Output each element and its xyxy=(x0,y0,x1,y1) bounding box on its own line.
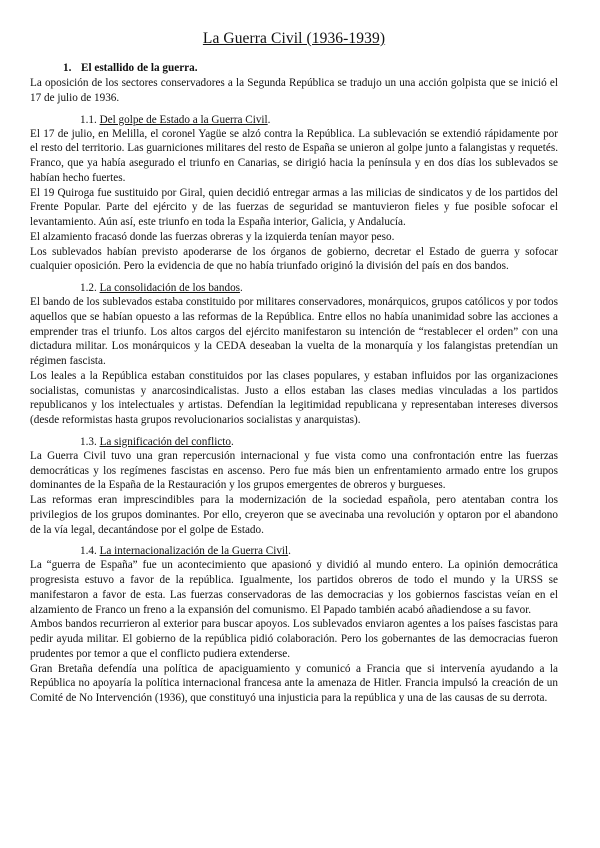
paragraph: Las reformas eran imprescindibles para la modernización de la sociedad española, pero atentaban contra los privilegios de los grupos dominantes. Por ello, creyeron que se avecinaba una revolución y optaron por el abandono de la vía legal, decantándose por el golpe de Estado. xyxy=(30,494,558,536)
subsection-title: Del golpe de Estado a la Guerra Civil xyxy=(99,113,268,126)
paragraph: La Guerra Civil tuvo una gran repercusión internacional y fue vista como una confrontación entre las fuerzas democráticas y los regímenes fascistas en ascenso. Pero fue más bien un enfrentamiento armado entre los grupos dominantes de la España de la Restauración y los grupos emergentes de obreros y burgueses. xyxy=(30,449,558,492)
section-heading xyxy=(63,62,558,74)
section-intro-paragraph: La oposición de los sectores conservadores a la Segunda República se tradujo un una acción golpista que se inició el 17 de julio de 1936. xyxy=(30,77,558,104)
paragraph: El 17 de julio, en Melilla, el coronel Yagüe se alzó contra la República. La sublevación se extendió rápidamente por el resto del territorio. Las guarniciones militares del resto de España se unieron al golpe junto a falangistas y requetés. Franco, que ya había asegurado el triunfo en Canarias, se dirigió hacia la península y en dos días los sublevados se habían hecho fuertes. xyxy=(30,127,558,184)
section-heading-text: El estallido de la guerra. xyxy=(81,62,198,74)
paragraph: La “guerra de España” fue un acontecimiento que apasionó y dividió al mundo entero. La opinión democrática progresista estuvo a favor de la república. Igualmente, los partidos obreros de todo el mundo y la URSS se manifestaron a favor de esta. Las fuerzas conservadoras de las democracias y los gobiernos fascistas veían en el alzamiento de Franco un freno a la expansión del comunismo. El Papado también acabó añadiendose a su favor. xyxy=(30,559,558,616)
paragraph: Los sublevados habían previsto apoderarse de los órganos de gobierno, decretar el Estado de guerra y sofocar cualquier oposición. Pero la evidencia de que no había triunfado originó la división del país en dos bandos. xyxy=(30,245,558,273)
subsection-title: La consolidación de los bandos xyxy=(99,282,241,294)
section-number: 1. xyxy=(63,62,72,74)
subsection-number: 1.4. xyxy=(80,545,97,558)
subsection-title: La internacionalización de la Guerra Civil xyxy=(99,545,289,558)
subsection-number: 1.1. xyxy=(80,113,97,126)
subsection-heading-1-4: 1.4. La internacionalización de la Guerra Civil. xyxy=(80,545,291,558)
subsection-heading-1-3: 1.3. La significación del conflicto. xyxy=(80,435,234,448)
subsection-number: 1.2. xyxy=(80,282,97,294)
paragraph: El bando de los sublevados estaba constituido por militares conservadores, monárquicos, grupos católicos y por todos aquellos que se habían opuesto a las reformas de la República. Entre ellos no había unanimidad sobre las acciones a emprender tras el triunfo. Los altos cargos del ejército manifestaron su intención de “restablecer el orden” con una dictadura militar. Los monárquicos y la CEDA deseaban la vuelta de la monarquía y los falangistas pretendían un régimen fascista. xyxy=(30,296,558,367)
paragraph: El alzamiento fracasó donde las fuerzas obreras y la izquierda tenían mayor peso. xyxy=(30,230,395,243)
paragraph: Ambos bandos recurrieron al exterior para buscar apoyos. Los sublevados enviaron agentes a los países fascistas para pedir ayuda militar. El gobierno de la república pidió colaboración. Pero los gobernantes de las democracias fueron prudentes por temor a que el conflicto pudiera extenderse. xyxy=(30,618,558,660)
subsection-heading-1-1: 1.1. Del golpe de Estado a la Guerra Civil. xyxy=(80,113,271,126)
paragraph: Gran Bretaña defendía una política de apaciguamiento y comunicó a Francia que si intervenía ayudando a la República no apoyaría la política internacional francesa ante la amenaza de Hitler. Francia impulsó la creación de un Comité de No Intervención (1936), que constituyó una injusticia para la república y una de las causas de su derrota. xyxy=(30,662,558,704)
subsection-heading-1-2: 1.2. La consolidación de los bandos. xyxy=(80,282,243,294)
document-title: La Guerra Civil (1936-1939) xyxy=(202,30,386,47)
paragraph: El 19 Quiroga fue sustituido por Giral, quien decidió entregar armas a las milicias de sindicatos y de los partidos del Frente Popular. Parte del ejército y de las fuerzas de seguridad se mantuvieron fieles y fue posible sofocar el levantamiento. Aún así, este triunfo en toda la España interior, Galicia, y Andalucía. xyxy=(30,186,558,228)
subsection-number: 1.3. xyxy=(80,435,97,448)
subsection-title: La significación del conflicto xyxy=(99,435,231,448)
paragraph: Los leales a la República estaban constituidos por las clases populares, y estaban influidos por las organizaciones socialistas, comunistas y anarcosindicalistas. Justo a ellos estaban las clases medias vinculadas a los partidos republicanos y los intelectuales y artistas. Defendían la legitimidad republicana y representaban intereses diversos (desde reformistas hasta grupos revolucionarios socialistas y anarquistas). xyxy=(30,369,558,426)
